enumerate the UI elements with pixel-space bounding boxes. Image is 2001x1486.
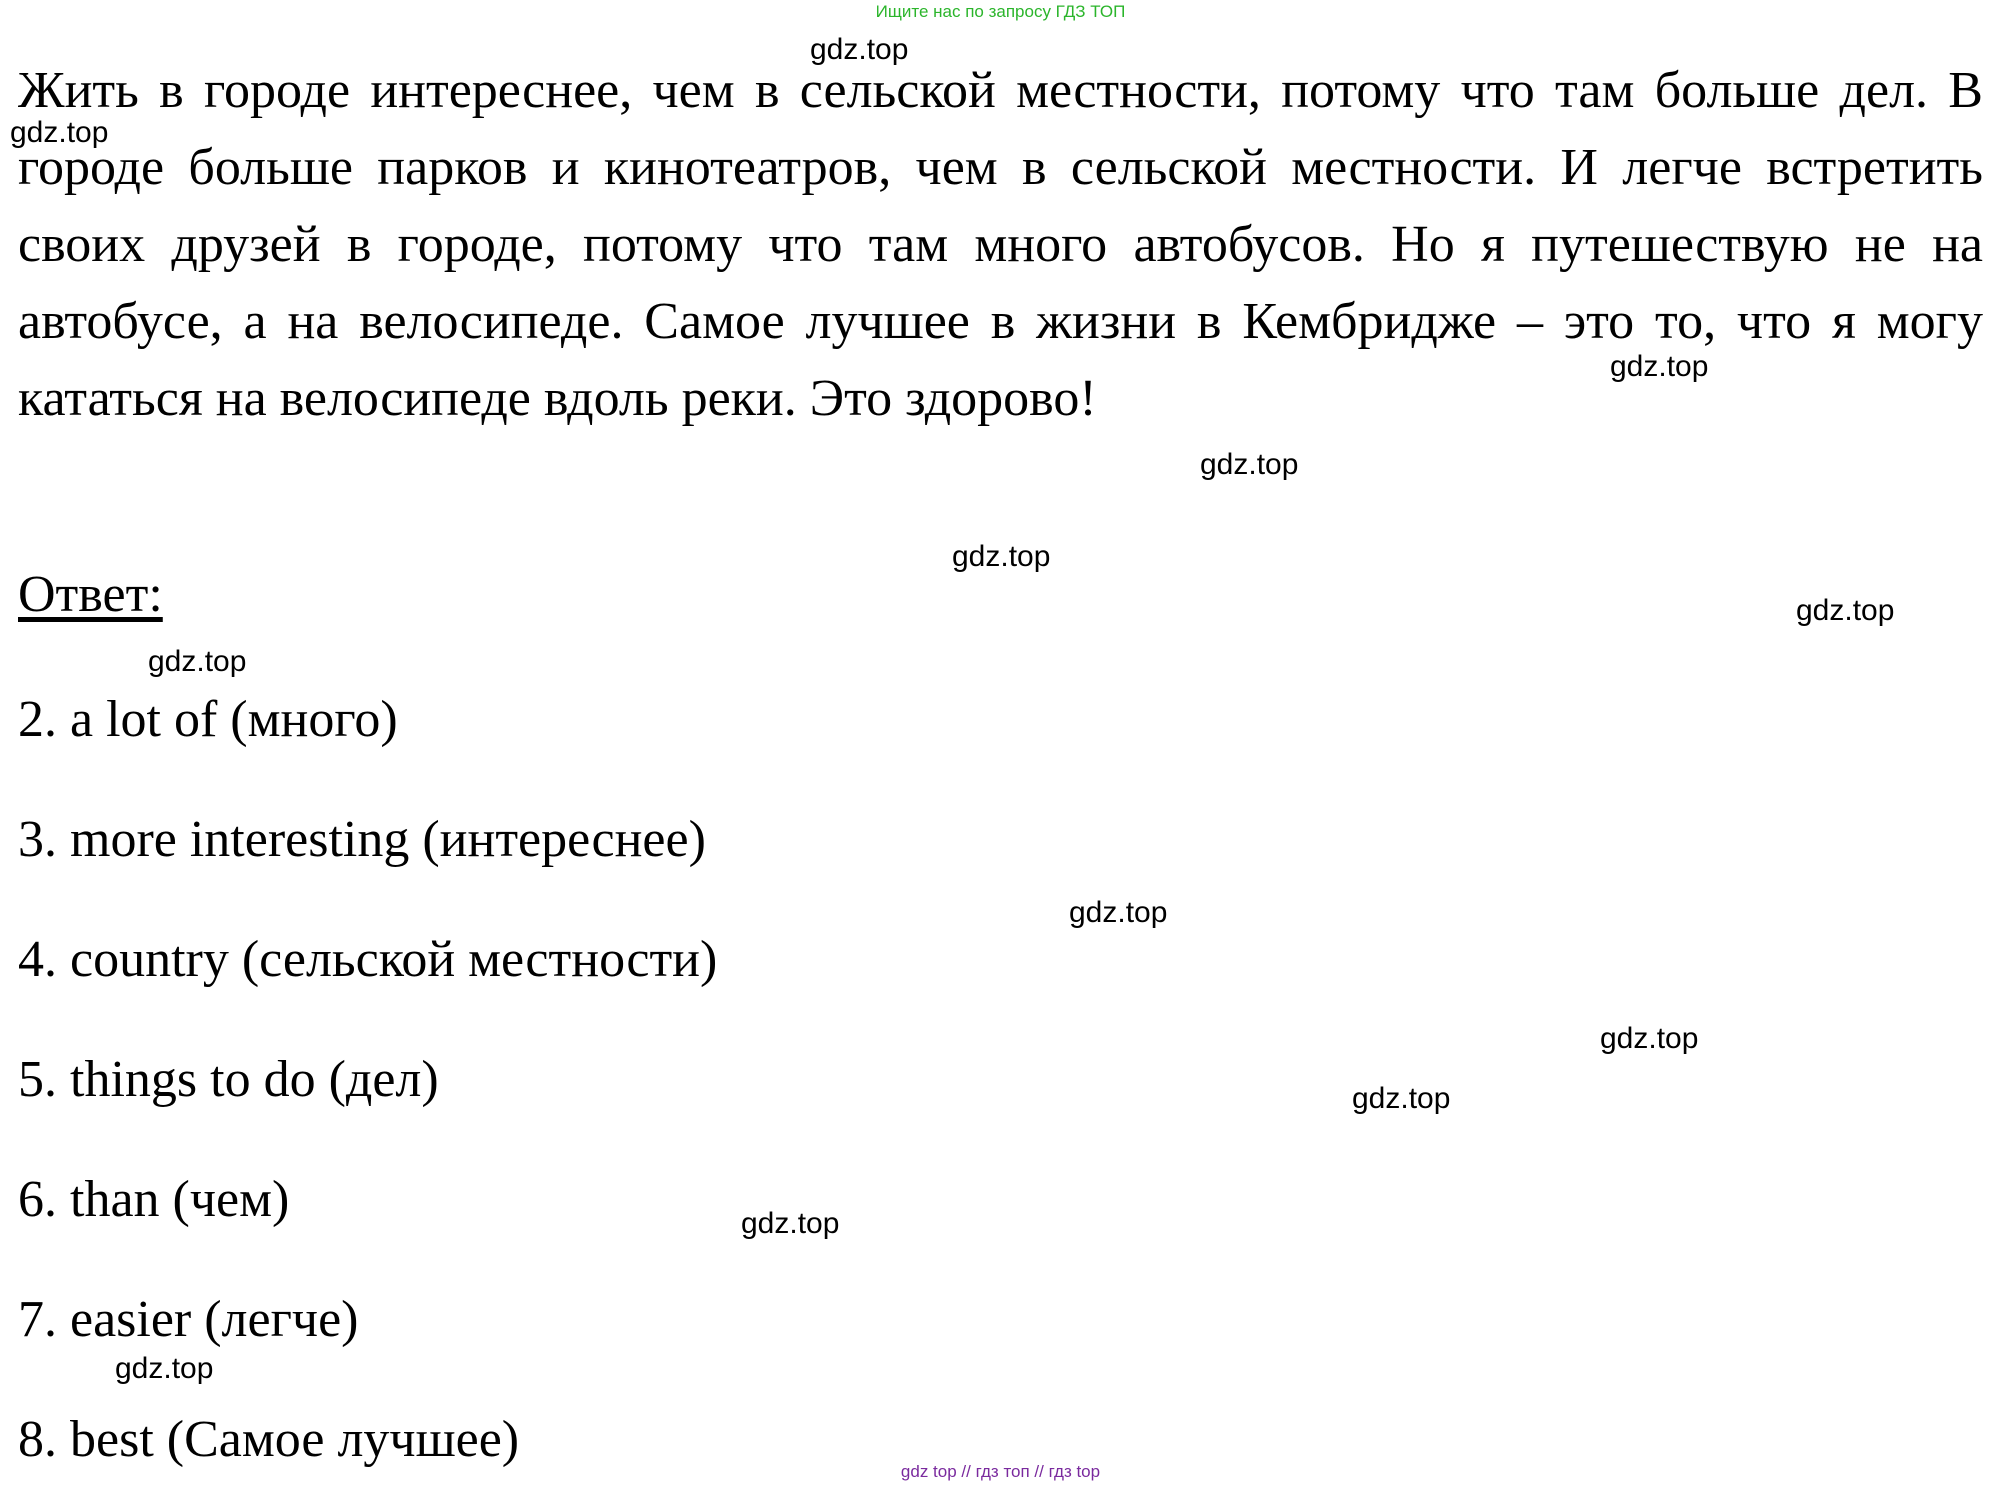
watermark: gdz.top	[1069, 896, 1168, 929]
watermark: gdz.top	[1796, 594, 1895, 627]
watermark: gdz.top	[741, 1207, 840, 1240]
answer-item: 2. a lot of (много)	[18, 691, 398, 748]
answer-item: 6. than (чем)	[18, 1171, 290, 1228]
answer-item: 4. country (сельской местности)	[18, 931, 718, 988]
answer-heading: Ответ:	[18, 566, 163, 623]
watermark: gdz.top	[115, 1352, 214, 1385]
answer-item: 5. things to do (дел)	[18, 1051, 439, 1108]
watermark: gdz.top	[1600, 1022, 1699, 1055]
answer-item: 8. best (Самое лучшее)	[18, 1411, 520, 1468]
watermark: gdz.top	[1200, 448, 1299, 481]
watermark: gdz.top	[1352, 1082, 1451, 1115]
top-banner: Ищите нас по запросу ГДЗ ТОП	[875, 2, 1126, 21]
watermark: gdz.top	[952, 540, 1051, 573]
reading-paragraph: Жить в городе интереснее, чем в сельской местности, потому что там больше дел. В городе больше парков и кинотеатров, чем в сельской местности. И легче встретить своих друзей в городе, потому что там много автобусов. Но я путешествую не на автобусе, а на велосипеде. Самое лучшее в жизни в Кембридже – это то, что я могу кататься на велосипеде вдоль реки. Это здорово!	[18, 62, 1983, 427]
answer-item: 7. easier (легче)	[18, 1291, 359, 1348]
answer-item: 3. more interesting (интереснее)	[18, 811, 706, 868]
watermark: gdz.top	[810, 33, 909, 66]
bottom-banner: gdz top // гдз топ // гдз top	[900, 1462, 1101, 1481]
watermark: gdz.top	[148, 645, 247, 678]
watermark: gdz.top	[1610, 350, 1709, 383]
watermark: gdz.top	[10, 116, 109, 149]
